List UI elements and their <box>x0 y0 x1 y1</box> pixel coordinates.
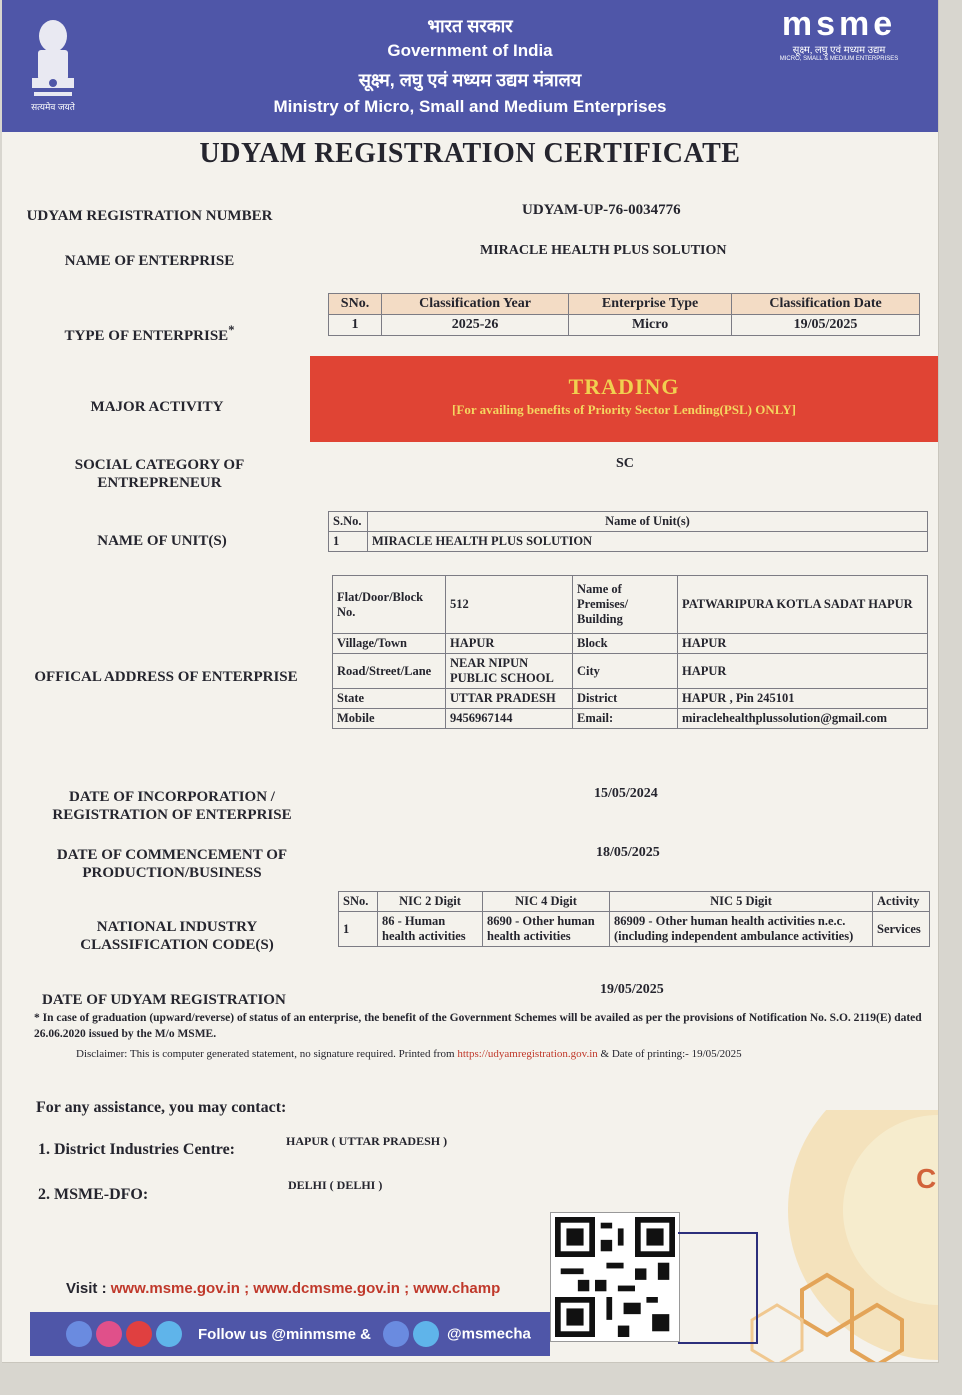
commencement-label-line2: PRODUCTION/BUSINESS <box>82 865 262 881</box>
hindi-government-title: भारत सरकार <box>427 16 513 36</box>
classification-header-row <box>329 294 920 315</box>
address-field-label: City <box>573 654 678 689</box>
visit-links[interactable]: www.msme.gov.in ; www.dcmsme.gov.in ; www.champ <box>110 1280 501 1297</box>
enterprise-name-label: NAME OF ENTERPRISE <box>64 253 235 269</box>
qr-code <box>550 1212 680 1342</box>
nic-row <box>339 912 930 947</box>
government-title: Government of India <box>387 41 553 60</box>
address-field-label: District <box>573 689 678 709</box>
nic-header-cell: NIC 5 Digit <box>610 892 873 912</box>
msme-logo <box>764 6 914 76</box>
nic-header-cell: SNo. <box>339 892 378 912</box>
emblem-caption: सत्यमेव जयते <box>31 102 75 112</box>
activity-banner <box>310 356 938 442</box>
enterprise-type-label <box>42 323 257 345</box>
certificate-page <box>2 0 939 1363</box>
hindi-ministry-title: सूक्ष्म, लघु एवं मध्यम उद्यम मंत्रालय <box>358 70 582 90</box>
commencement-label-line1: DATE OF COMMENCEMENT OF <box>56 847 288 863</box>
social-category-value: SC <box>616 456 634 471</box>
units-row <box>329 532 928 552</box>
youtube-icon[interactable] <box>126 1321 152 1347</box>
activity-title: TRADING <box>568 374 680 399</box>
nic-header-row <box>339 892 930 912</box>
address-row <box>333 654 928 689</box>
enterprise-type-star: * <box>228 323 235 337</box>
dfo-label: 2. MSME-DFO: <box>38 1186 149 1203</box>
msme-logo-wordmark: msme <box>781 5 897 43</box>
header-band <box>2 0 938 132</box>
address-field-label: Email: <box>573 709 678 729</box>
nic-label-line1: NATIONAL INDUSTRY <box>96 919 258 935</box>
commencement-label <box>32 846 312 882</box>
address-field-label: Flat/Door/Block No. <box>333 576 446 634</box>
address-field-value: HAPUR <box>446 634 573 654</box>
disclaimer-link[interactable]: https://udyamregistration.gov.in <box>457 1048 598 1060</box>
handle-text: @msmecha <box>446 1325 531 1343</box>
nic-cell: 86909 - Other human health activities n.e.c. (including independent ambulance activities) <box>610 912 873 947</box>
enterprise-type-label-text: TYPE OF ENTERPRISE <box>64 328 229 344</box>
address-field-value: PATWARIPURA KOTLA SADAT HAPUR <box>678 576 928 634</box>
address-field-value: 9456967144 <box>446 709 573 729</box>
dic-label: 1. District Industries Centre: <box>38 1141 236 1158</box>
classification-header-cell: Classification Date <box>732 294 920 315</box>
nic-cell: 86 - Human health activities <box>378 912 483 947</box>
units-header-row <box>329 512 928 532</box>
nic-header-cell: NIC 4 Digit <box>483 892 610 912</box>
classification-header-cell: SNo. <box>329 294 382 315</box>
reg-number-value: UDYAM-UP-76-0034776 <box>522 202 681 218</box>
classification-cell: 2025-26 <box>382 315 569 336</box>
address-field-value: UTTAR PRADESH <box>446 689 573 709</box>
qr-frame <box>678 1232 758 1344</box>
address-field-label: Road/Street/Lane <box>333 654 446 689</box>
disclaimer-text: Disclaimer: This is computer generated statement, no signature required. Printed from <box>76 1048 458 1060</box>
address-field-label: Village/Town <box>333 634 446 654</box>
enterprise-name-value: MIRACLE HEALTH PLUS SOLUTION <box>480 243 727 258</box>
nic-label <box>42 918 312 954</box>
address-label: OFFICAL ADDRESS OF ENTERPRISE <box>34 669 298 685</box>
units-header-cell: Name of Unit(s) <box>368 512 928 532</box>
disclaimer <box>76 1048 932 1060</box>
nic-cell: Services <box>873 912 930 947</box>
dic-value: HAPUR ( UTTAR PRADESH ) <box>286 1134 448 1148</box>
commencement-date: 18/05/2025 <box>596 845 660 860</box>
address-field-label: State <box>333 689 446 709</box>
address-field-label: Name of Premises/ Building <box>573 576 678 634</box>
address-field-label: Mobile <box>333 709 446 729</box>
instagram-icon[interactable] <box>96 1321 122 1347</box>
follow-text: Follow us @minmsme & <box>198 1325 371 1343</box>
social-category-label-line1: SOCIAL CATEGORY OF <box>74 457 245 473</box>
address-field-value: HAPUR <box>678 634 928 654</box>
address-table <box>332 575 928 729</box>
incorporation-label-line1: DATE OF INCORPORATION / <box>69 789 275 805</box>
classification-header-cell: Enterprise Type <box>569 294 732 315</box>
units-header-cell: S.No. <box>329 512 368 532</box>
assistance-heading: For any assistance, you may contact: <box>36 1099 287 1116</box>
address-row <box>333 576 928 634</box>
units-cell: 1 <box>329 532 368 552</box>
classification-cell: 19/05/2025 <box>732 315 920 336</box>
units-cell: MIRACLE HEALTH PLUS SOLUTION <box>368 532 928 552</box>
facebook-icon[interactable] <box>66 1321 92 1347</box>
units-table <box>328 511 928 552</box>
visit-line <box>66 1280 550 1297</box>
qr-code-icon <box>555 1217 675 1337</box>
social-category-label-line2: ENTREPRENEUR <box>97 475 222 491</box>
address-field-value: HAPUR <box>678 654 928 689</box>
address-row <box>333 709 928 729</box>
nic-cell: 1 <box>339 912 378 947</box>
incorporation-date: 15/05/2024 <box>594 786 658 801</box>
visit-label: Visit : <box>66 1280 111 1297</box>
address-row <box>333 689 928 709</box>
incorporation-label <box>32 788 312 824</box>
graduation-note: * In case of graduation (upward/reverse) of status of an enterprise, the benefit of the Government Schemes will be availed as per the provisions of Notification No. S.O. 2119(E) dated 26.06.2020 issued by the M/o MSME. <box>34 1012 922 1040</box>
facebook-icon-2[interactable] <box>383 1321 409 1347</box>
nic-label-line2: CLASSIFICATION CODE(S) <box>80 937 274 953</box>
reg-number-label: UDYAM REGISTRATION NUMBER <box>26 208 273 224</box>
twitter-icon-2[interactable] <box>413 1321 439 1347</box>
classification-table <box>328 293 920 336</box>
address-row <box>333 634 928 654</box>
classification-header-cell: Classification Year <box>382 294 569 315</box>
address-field-value: HAPUR , Pin 245101 <box>678 689 928 709</box>
nic-table <box>338 891 930 947</box>
classification-row <box>329 315 920 336</box>
major-activity-label: MAJOR ACTIVITY <box>90 399 224 415</box>
address-field-value: NEAR NIPUN PUBLIC SCHOOL <box>446 654 573 689</box>
footer-band <box>30 1312 550 1356</box>
disclaimer-date: & Date of printing:- 19/05/2025 <box>597 1048 742 1060</box>
ministry-title: Ministry of Micro, Small and Medium Enterprises <box>273 97 667 116</box>
nic-cell: 8690 - Other human health activities <box>483 912 610 947</box>
udyam-date: 19/05/2025 <box>600 982 664 997</box>
nic-header-cell: NIC 2 Digit <box>378 892 483 912</box>
nic-header-cell: Activity <box>873 892 930 912</box>
classification-cell: Micro <box>569 315 732 336</box>
address-field-value: 512 <box>446 576 573 634</box>
certificate-title: UDYAM REGISTRATION CERTIFICATE <box>199 138 741 169</box>
msme-logo-hindi: सूक्ष्म, लघु एवं मध्यम उद्यम <box>792 45 886 56</box>
address-email-value: miraclehealthplussolution@gmail.com <box>678 709 928 729</box>
udyam-date-label: DATE OF UDYAM REGISTRATION <box>42 992 286 1008</box>
msme-logo-subtitle: MICRO, SMALL & MEDIUM ENTERPRISES <box>779 56 899 62</box>
address-field-label: Block <box>573 634 678 654</box>
classification-cell: 1 <box>329 315 382 336</box>
twitter-icon[interactable] <box>156 1321 182 1347</box>
social-category-label <box>42 456 277 492</box>
units-label: NAME OF UNIT(S) <box>97 533 227 549</box>
activity-note: [For availing benefits of Priority Sector Lending(PSL) ONLY] <box>452 402 796 417</box>
corner-letter: C <box>916 1163 937 1194</box>
incorporation-label-line2: REGISTRATION OF ENTERPRISE <box>52 807 292 823</box>
dfo-value: DELHI ( DELHI ) <box>288 1178 383 1192</box>
